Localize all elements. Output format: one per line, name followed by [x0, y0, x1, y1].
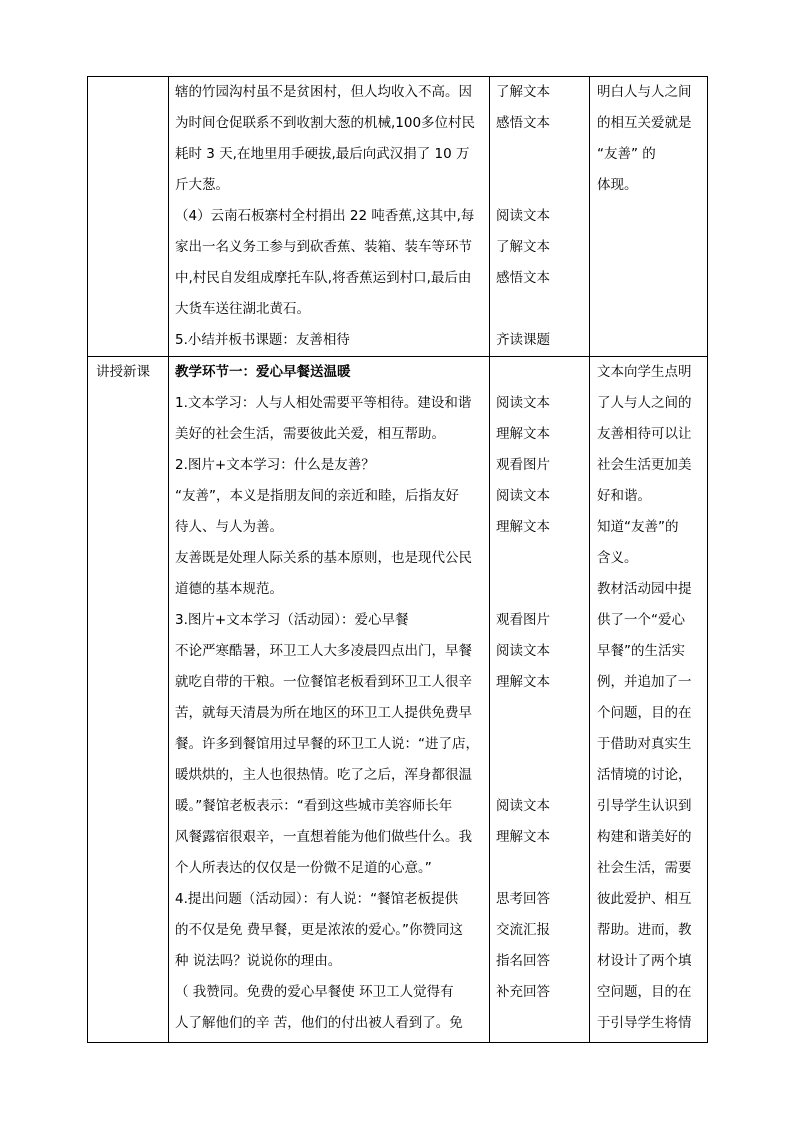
content-line: 餐。许多到餐馆用过早餐的环卫工人说：“进了店，	[175, 736, 479, 752]
activity-line: 理解文本	[496, 829, 550, 845]
activity-line: 理解文本	[496, 519, 550, 535]
intent-line: 的相互关爱就是	[597, 115, 692, 131]
content-line: 风餐露宿很艰辛，一直想着能为他们做些什么。我	[175, 829, 472, 845]
intent-line: 帮助。进而，教	[597, 922, 692, 938]
intent-line: 明白人与人之间	[597, 84, 692, 100]
intent-line: 于引导学生将情	[597, 1015, 692, 1031]
activity-line	[496, 1008, 585, 1039]
activity-lines	[490, 77, 589, 356]
activity-line	[496, 729, 585, 760]
activity-line	[496, 574, 585, 605]
activity-line	[496, 294, 585, 325]
activity-line	[496, 853, 585, 884]
activity-line: 了解文本	[496, 239, 550, 255]
intent-line: 友善相待可以让	[597, 426, 692, 442]
content-lines	[169, 77, 489, 356]
activity-line: 阅读文本	[496, 395, 550, 411]
content-line: 耗时 3 天,在地里用手硬拔,最后向武汉捐了 10 万	[175, 146, 470, 162]
content-line: 暖。”餐馆老板表示：“看到这些城市美容师长年	[175, 798, 453, 814]
intent-line: 构建和谐美好的	[597, 829, 692, 845]
activity-line: 理解文本	[496, 426, 550, 442]
content-line: 家出一名义务工参与到砍香蕉、装箱、装车等环节	[175, 239, 472, 255]
content-line: 人了解他们的辛 苦，他们的付出被人看到了。免	[175, 1015, 463, 1031]
content-line: 辖的竹园沟村虽不是贫困村，但人均收入不高。因	[175, 84, 472, 100]
content-line: 待人、与人为善。	[175, 519, 283, 535]
content-line: 美好的社会生活，需要彼此关爱，相互帮助。	[175, 426, 445, 442]
activity-line: 感悟文本	[496, 115, 550, 131]
intent-line: 材设计了两个填	[597, 953, 692, 969]
stage-cell	[88, 77, 169, 357]
activity-line	[496, 170, 585, 201]
activity-line: 观看图片	[496, 612, 550, 628]
content-line: （4）云南石板寨村全村捐出 22 吨香蕉,这其中,每	[175, 208, 475, 224]
content-line: 教学环节一：爱心早餐送温暖	[175, 364, 351, 380]
intent-line: 例，并追加了一	[597, 674, 692, 690]
content-line: 为时间仓促联系不到收割大葱的机械,100多位村民	[175, 115, 476, 131]
stage-cell	[88, 357, 169, 1043]
content-lines	[169, 357, 489, 1039]
content-line: 的不仅是免 费早餐，更是浓浓的爱心。”你赞同这	[175, 922, 464, 938]
stage-label: 讲授新课	[96, 364, 150, 380]
content-cell	[169, 77, 490, 357]
intent-line: 知道“友善”的	[597, 519, 679, 535]
content-line: 种 说法吗？说说你的理由。	[175, 953, 342, 969]
intent-lines	[590, 357, 707, 1039]
content-line: 2.图片+文本学习：什么是友善？	[175, 457, 375, 473]
content-line: 斤大葱。	[175, 177, 229, 193]
activity-line: 指名回答	[496, 953, 550, 969]
intent-line: 引导学生认识到	[597, 798, 692, 814]
activity-line: 了解文本	[496, 84, 550, 100]
activity-line: 阅读文本	[496, 798, 550, 814]
content-line: 就吃自带的干粮。一位餐馆老板看到环卫工人很辛	[175, 674, 472, 690]
content-line: 1.文本学习：人与人相处需要平等相待。建设和谐	[175, 395, 472, 411]
activity-line: 感悟文本	[496, 270, 550, 286]
activity-line: 补充回答	[496, 984, 550, 1000]
intent-line: 早餐”的生活实	[597, 643, 685, 659]
intent-line: 活情境的讨论，	[597, 767, 692, 783]
table-row	[88, 357, 708, 1043]
content-line: 友善既是处理人际关系的基本原则，也是现代公民	[175, 550, 472, 566]
activity-line	[496, 139, 585, 170]
intent-cell	[590, 77, 708, 357]
intent-line: 教材活动园中提	[597, 581, 692, 597]
activity-line: 思考回答	[496, 891, 550, 907]
content-line: “友善”，本义是指朋友间的亲近和睦，后指友好	[175, 488, 459, 504]
intent-line: 彼此爱护、相互	[597, 891, 692, 907]
content-line: 5.小结并板书课题：友善相待	[175, 332, 350, 348]
activity-line: 理解文本	[496, 674, 550, 690]
activity-line: 交流汇报	[496, 922, 550, 938]
content-line: 个人所表达的仅仅是一份微不足道的心意。”	[175, 860, 432, 876]
content-line: 不论严寒酷暑，环卫工人大多凌晨四点出门，早餐	[175, 643, 472, 659]
content-line: 苦，就每天清晨为所在地区的环卫工人提供免费早	[175, 705, 472, 721]
intent-line: 社会生活，需要	[597, 860, 692, 876]
activity-line: 齐读课题	[496, 332, 550, 348]
content-line: 道德的基本规范。	[175, 581, 283, 597]
intent-line: 空问题，目的在	[597, 984, 692, 1000]
intent-line: 个问题，目的在	[597, 705, 692, 721]
intent-line: 含义。	[597, 550, 638, 566]
activity-cell	[490, 357, 590, 1043]
content-line: 4.提出问题（活动园）：有人说：“餐馆老板提供	[175, 891, 459, 907]
activity-cell	[490, 77, 590, 357]
content-line: 暖烘烘的，主人也很热情。吃了之后，浑身都很温	[175, 767, 472, 783]
activity-line	[496, 543, 585, 574]
activity-line: 阅读文本	[496, 488, 550, 504]
table-row	[88, 77, 708, 357]
content-cell	[169, 357, 490, 1043]
activity-line	[496, 698, 585, 729]
content-line: 中,村民自发组成摩托车队,将香蕉运到村口,最后由	[175, 270, 472, 286]
intent-line: 供了一个“爱心	[597, 612, 685, 628]
activity-line	[496, 760, 585, 791]
lesson-plan-table	[87, 76, 708, 1043]
content-line: （ 我赞同。免费的爱心早餐使 环卫工人觉得有	[175, 984, 454, 1000]
activity-line: 阅读文本	[496, 643, 550, 659]
activity-lines	[490, 357, 589, 1039]
activity-line: 观看图片	[496, 457, 550, 473]
intent-line: 社会生活更加美	[597, 457, 692, 473]
intent-lines	[590, 77, 707, 201]
intent-line: 好和谐。	[597, 488, 651, 504]
intent-line: 了人与人之间的	[597, 395, 692, 411]
content-line: 3.图片+文本学习（活动园）：爱心早餐	[175, 612, 409, 628]
activity-line: 阅读文本	[496, 208, 550, 224]
intent-line: “友善” 的	[597, 146, 656, 162]
activity-line	[496, 357, 585, 388]
intent-line: 文本向学生点明	[597, 364, 692, 380]
content-line: 大货车送往湖北黄石。	[175, 301, 310, 317]
intent-line: 体现。	[597, 177, 638, 193]
intent-line: 于借助对真实生	[597, 736, 692, 752]
intent-cell	[590, 357, 708, 1043]
